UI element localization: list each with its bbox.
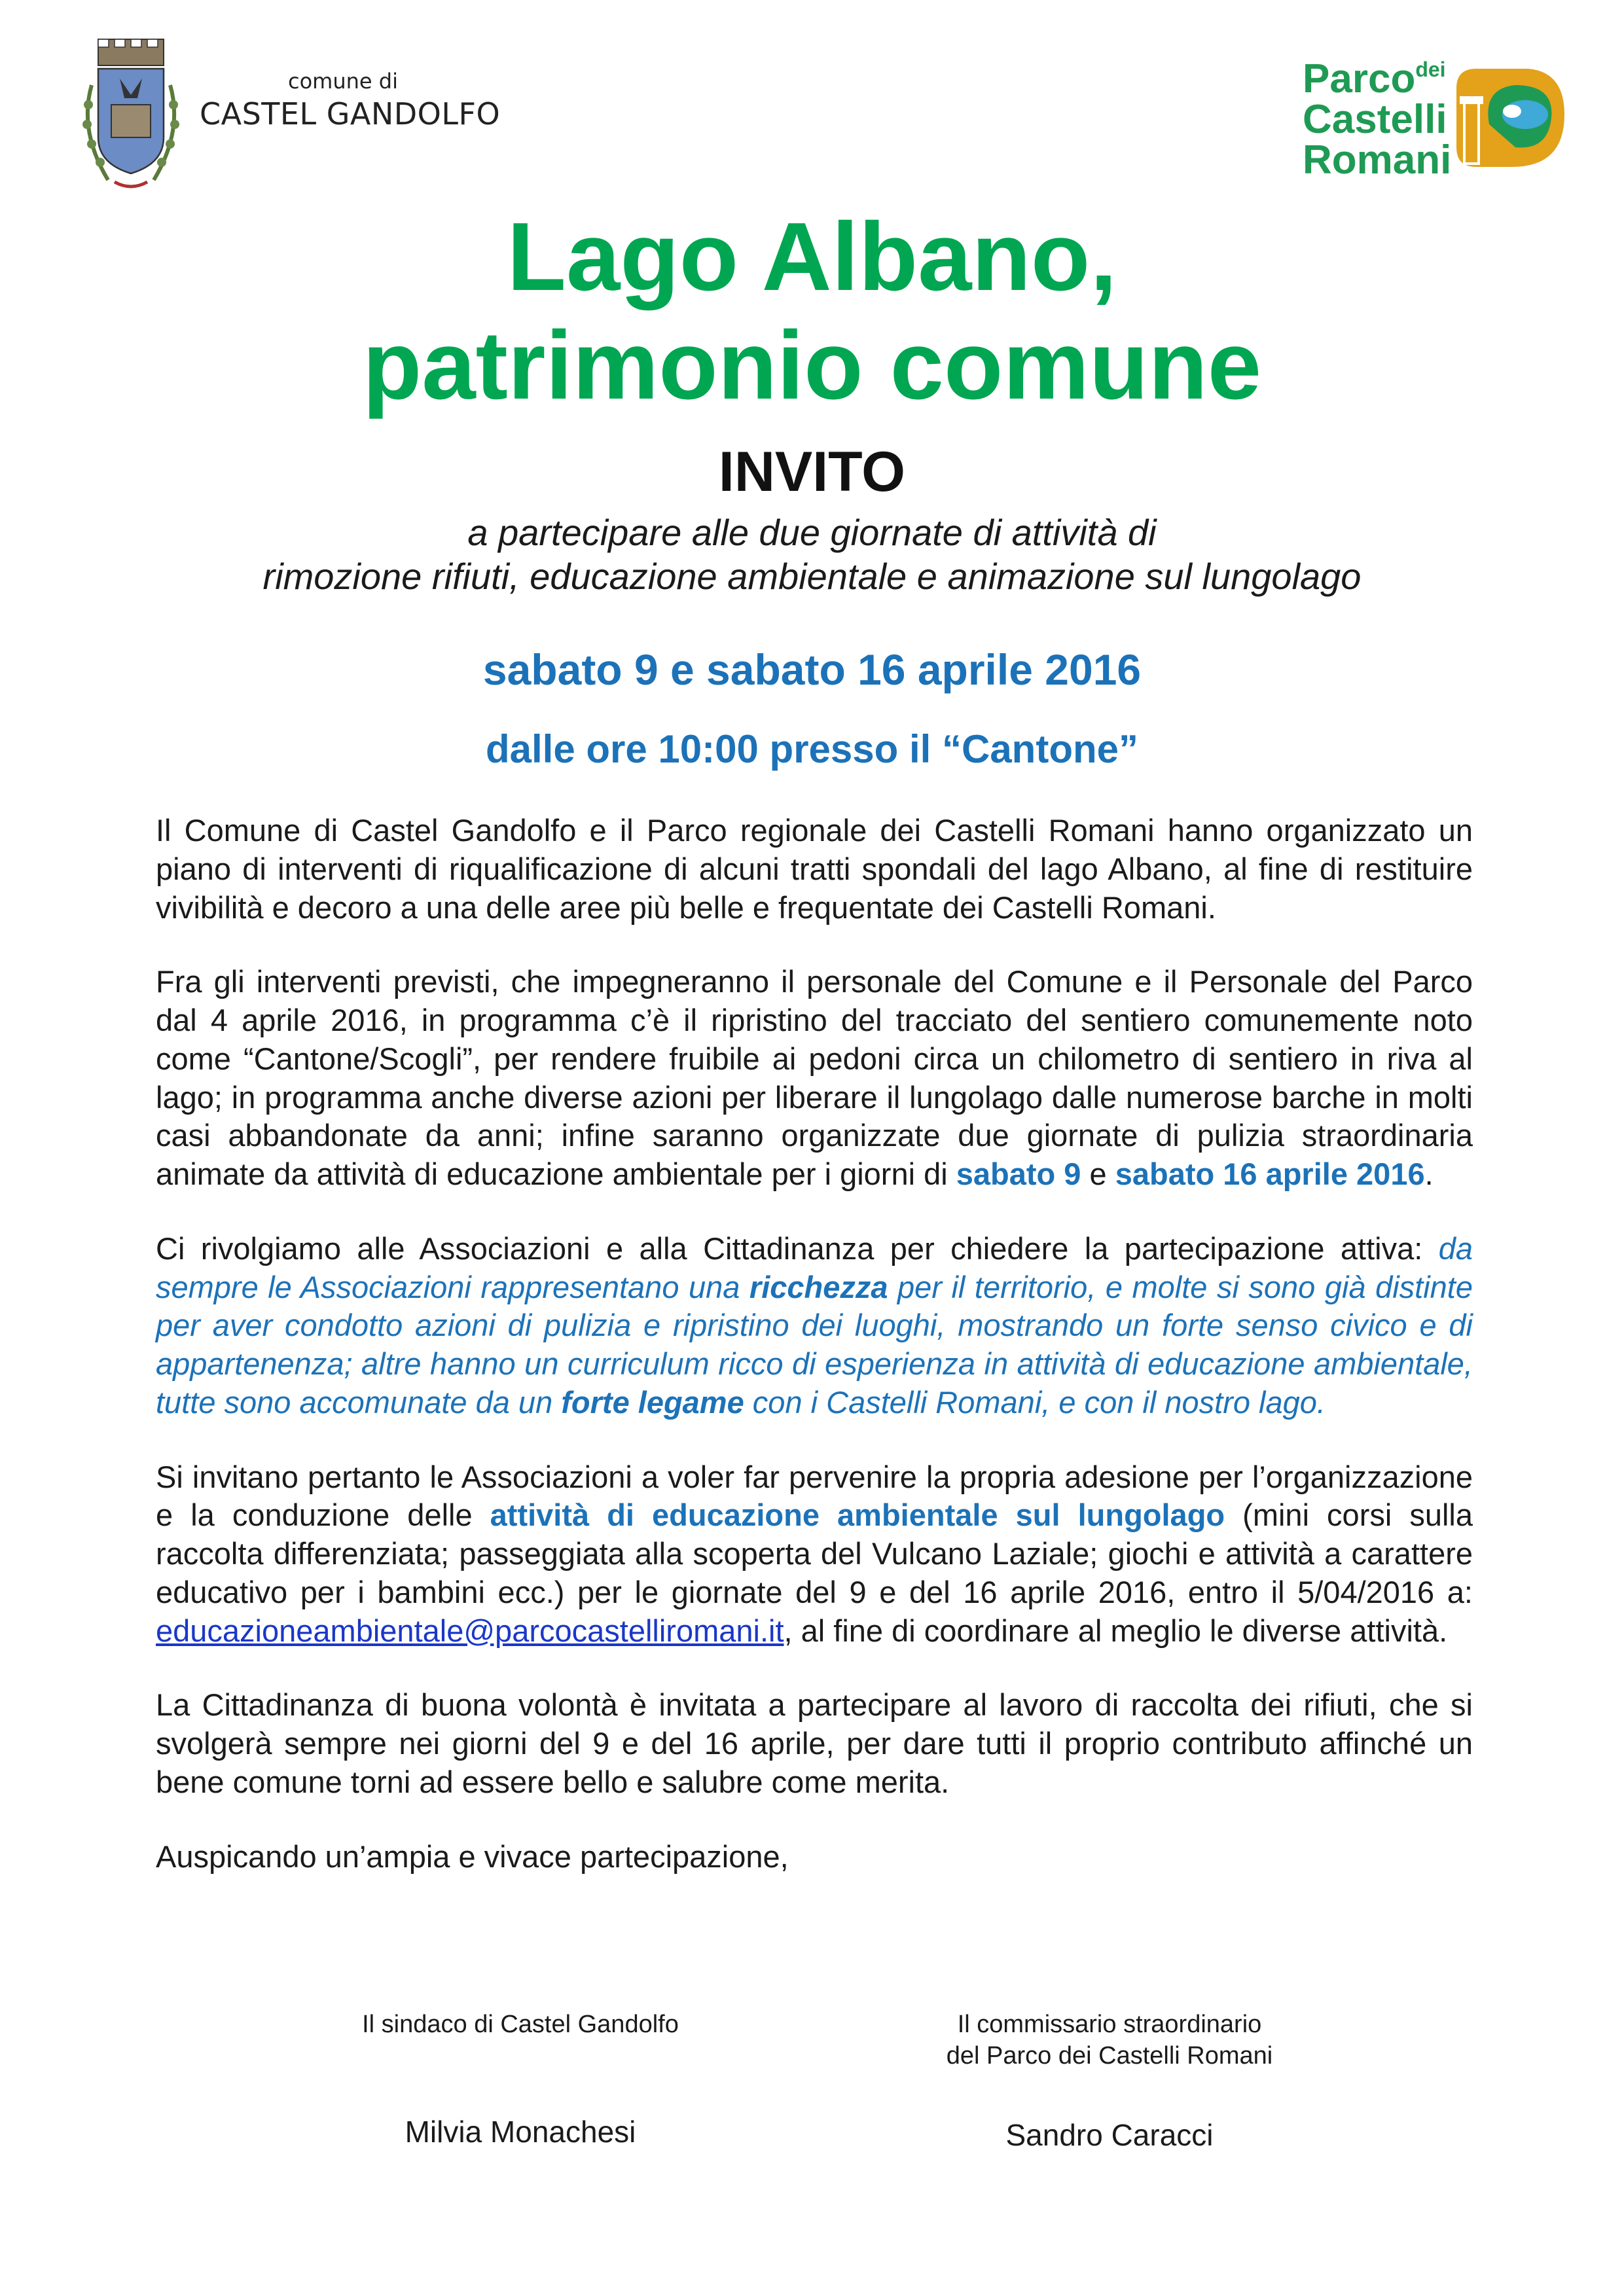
p2-and: e: [1081, 1157, 1115, 1191]
parco-castelli-romani-logo-icon: [1450, 62, 1568, 173]
p2-end: .: [1424, 1157, 1434, 1191]
p2-date-2: sabato 16 aprile 2016: [1115, 1157, 1425, 1191]
event-time-place: dalle ore 10:00 presso il “Cantone”: [485, 727, 1138, 771]
paragraph-1: Il Comune di Castel Gandolfo e il Parco regionale dei Castelli Romani hanno organizzato un piano di interventi di riqualificazione di alcuni tratti spondali del lago Albano, al fine di restituire vivibilità e decoro a una delle aree più belle e frequentate dei Castelli Romani.: [156, 813, 1473, 925]
parco-line3: Romani: [1303, 137, 1452, 183]
invito-heading: INVITO: [718, 440, 906, 503]
comune-wordmark: [200, 69, 500, 132]
letter-body: [156, 812, 1473, 1912]
email-link[interactable]: educazioneambientale@parcocastelliromani.it: [156, 1613, 784, 1648]
paragraph-4: [156, 1458, 1473, 1651]
title-line-2: patrimonio comune: [362, 311, 1262, 420]
p2-date-1: sabato 9: [956, 1157, 1081, 1191]
signature-right-role-2: del Parco dei Castelli Romani: [946, 2041, 1273, 2070]
p3-italic-2: per il territorio, e molte si sono già distinte per aver condotto azioni di pulizia e ripristino dei luoghi, mostrando un forte senso civico e di appartenenza; altre hanno un curriculum ricco di esperienza in attività di educazione ambientale, tutte sono accomunate da un: [156, 1269, 1473, 1420]
subtitle-line-2: rimozione rifiuti, educazione ambientale e animazione sul lungolago: [262, 556, 1362, 598]
p3-italic-3: con i Castelli Romani, e con il nostro lago.: [744, 1384, 1326, 1420]
p2-text: Fra gli interventi previsti, che impegneranno il personale del Comune e il Personale del Parco dal 4 aprile 2016, in programma c’è il ripristino del tracciato del sentiero comunemente noto come “Cantone/Scogli”, per rendere fruibile ai pedoni circa un chilometro di sentiero in riva al lago; in programma anche diverse azioni per liberare il lungolago dalle numerose barche in molti casi abbandonate da anni; infine saranno organizzate due giornate di pulizia straordinaria animate da attività di educazione ambientale per i giorni di: [156, 964, 1473, 1191]
castel-gandolfo-crest-icon: [62, 33, 200, 196]
p3-intro: Ci rivolgiamo alle Associazioni e alla Cittadinanza per chiedere la partecipazione attiva:: [156, 1230, 1439, 1266]
p3-italic-1: da sempre le Associazioni rappresentano una: [156, 1230, 1473, 1304]
p3-bold-1: ricchezza: [749, 1269, 888, 1304]
subtitle-line-1: a partecipare alle due giornate di attività di: [467, 512, 1157, 553]
paragraph-2: [156, 963, 1473, 1194]
signature-left-name: Milvia Monachesi: [405, 2114, 636, 2149]
parco-wordmark: [1303, 56, 1452, 183]
page-title: [0, 203, 1624, 420]
comune-name-label: CASTEL GANDOLFO: [200, 96, 501, 132]
paragraph-3: [156, 1230, 1473, 1422]
p3-bold-2: forte legame: [561, 1384, 744, 1420]
p4-text-3: , al fine di coordinare al meglio le diverse attività.: [784, 1613, 1448, 1648]
paragraph-5: La Cittadinanza di buona volontà è invitata a partecipare al lavoro di raccolta dei rifiuti, che si svolgerà sempre nei giorni del 9 e del 16 aprile, per dare tutti il proprio contributo affinché un bene comune torni ad essere bello e salubre come merita.: [156, 1687, 1473, 1799]
comune-di-label: comune di: [288, 69, 398, 94]
signature-right-name: Sandro Caracci: [1005, 2118, 1214, 2152]
signature-right: [815, 2009, 1404, 2153]
event-dates: sabato 9 e sabato 16 aprile 2016: [482, 645, 1142, 694]
signature-left: [226, 2009, 815, 2149]
p4-bold: attività di educazione ambientale sul lungolago: [490, 1498, 1225, 1533]
p4-text-2: (mini corsi sulla raccolta differenziata; passeggiata alla scoperta del Vulcano Laziale; giochi e attività a carattere educativo per i bambini ecc.) per le giornate del 9 e del 16 aprile 2016, entro il 5/04/2016 a:: [156, 1498, 1473, 1609]
title-line-1: Lago Albano,: [507, 203, 1117, 311]
parco-line1: Parco: [1303, 56, 1416, 101]
parco-dei: dei: [1415, 58, 1446, 81]
signature-right-role-1: Il commissario straordinario: [957, 2011, 1262, 2038]
signature-left-role: Il sindaco di Castel Gandolfo: [362, 2011, 679, 2038]
parco-line2: Castelli: [1303, 97, 1447, 142]
subtitle: [0, 511, 1624, 598]
p4-text-1: Si invitano pertanto le Associazioni a voler far pervenire la propria adesione per l’organizzazione e la conduzione delle: [156, 1459, 1473, 1533]
paragraph-6: Auspicando un’ampia e vivace partecipazione,: [156, 1839, 789, 1874]
